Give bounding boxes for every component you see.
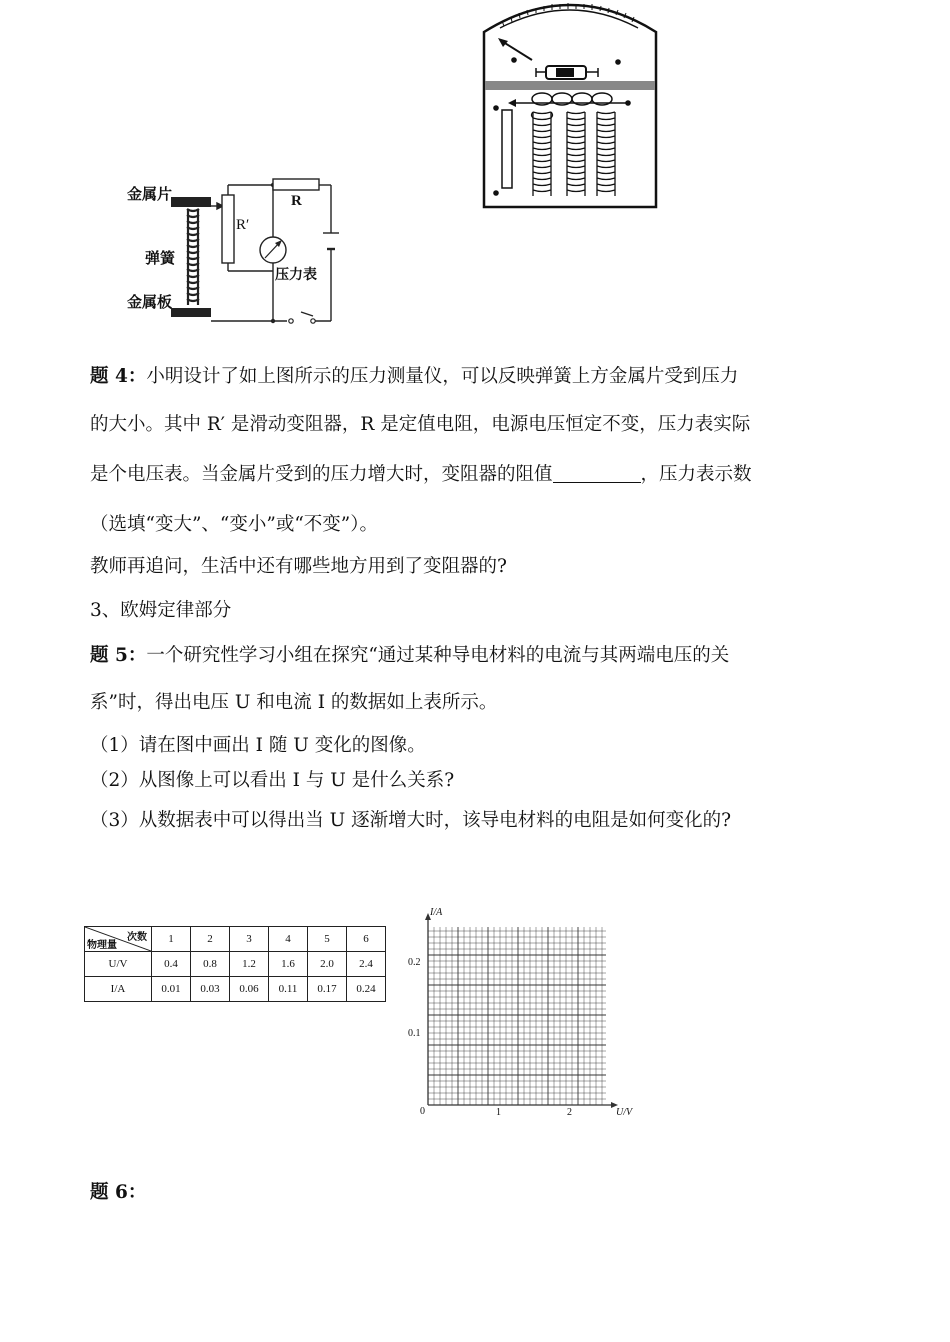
y-tick-label: 0.2 <box>408 957 421 968</box>
table-row <box>85 952 386 977</box>
grid-lines <box>400 905 645 1120</box>
table-col-header: 2 <box>191 927 230 952</box>
label-rheostat: R′ <box>236 217 250 233</box>
origin-label: 0 <box>420 1106 425 1117</box>
table-row-label: I/A <box>85 977 152 1002</box>
q5-text-1: 一个研究性学习小组在探究“通过某种导电材料的电流与其两端电压的关 <box>146 645 730 666</box>
q5-line-2: 系”时，得出电压 U 和电流 I 的数据如上表所示。 <box>90 692 498 713</box>
answer-blank[interactable] <box>553 464 641 483</box>
q4-line-4: （选填“变大”、“变小”或“不变”）。 <box>90 514 378 535</box>
y-tick-label: 0.1 <box>408 1028 421 1039</box>
instrument-figure <box>478 0 664 212</box>
table-col-header: 4 <box>269 927 308 952</box>
q5-sub-2: （2）从图像上可以看出 I 与 U 是什么关系? <box>90 770 455 791</box>
q4-text-3a: 是个电压表。当金属片受到的压力增大时，变阻器的阻值 <box>90 464 553 485</box>
q5-prefix: 题 5 <box>90 645 128 666</box>
header-trial: 次数 <box>127 932 147 943</box>
table-cell: 0.06 <box>230 977 269 1002</box>
table-cell: 1.6 <box>269 952 308 977</box>
q4-text-1: 小明设计了如上图所示的压力测量仪，可以反映弹簧上方金属片受到压力 <box>146 366 739 387</box>
x-axis-label: U/V <box>616 1107 633 1118</box>
q5-line-1 <box>90 643 880 669</box>
q4-prefix: 题 4 <box>90 366 128 387</box>
y-axis-label: I/A <box>430 907 443 918</box>
label-resistor: R <box>291 193 302 209</box>
q5-colon: ： <box>127 645 147 666</box>
table-col-header: 3 <box>230 927 269 952</box>
x-tick-label: 2 <box>567 1107 572 1118</box>
label-pressure-gauge: 压力表 <box>275 267 317 283</box>
q4-line-1 <box>90 364 880 390</box>
label-metal-plate: 金属板 <box>127 293 173 311</box>
table-corner-cell <box>85 927 152 952</box>
table-col-header: 1 <box>152 927 191 952</box>
q5-sub-3: （3）从数据表中可以得出当 U 逐渐增大时，该导电材料的电阻是如何变化的? <box>90 810 732 831</box>
label-spring: 弹簧 <box>145 249 176 267</box>
table-cell: 0.4 <box>152 952 191 977</box>
table-cell: 0.17 <box>308 977 347 1002</box>
q6-colon: ： <box>127 1182 147 1203</box>
table-cell: 0.01 <box>152 977 191 1002</box>
label-metal-sheet: 金属片 <box>127 185 173 203</box>
table-cell: 0.8 <box>191 952 230 977</box>
q4-text-3b: ，压力表示数 <box>640 464 752 485</box>
q4-line-3 <box>90 462 880 488</box>
table-row <box>85 977 386 1002</box>
table-cell: 1.2 <box>230 952 269 977</box>
table-row-label: U/V <box>85 952 152 977</box>
q6-line <box>90 1180 880 1206</box>
table-cell: 0.24 <box>347 977 386 1002</box>
q6-prefix: 题 6 <box>90 1182 128 1203</box>
table-header-row <box>85 927 386 952</box>
x-tick-label: 1 <box>496 1107 501 1118</box>
circuit-figure <box>125 175 360 335</box>
graph-paper <box>400 905 645 1120</box>
table-col-header: 5 <box>308 927 347 952</box>
q5-sub-1: （1）请在图中画出 I 随 U 变化的图像。 <box>90 735 426 756</box>
q4-colon: ： <box>127 366 147 387</box>
table-col-header: 6 <box>347 927 386 952</box>
q4-line-2: 的大小。其中 R′ 是滑动变阻器，R 是定值电阻，电源电压恒定不变，压力表实际 <box>90 414 751 435</box>
table-cell: 0.11 <box>269 977 308 1002</box>
table-cell: 2.4 <box>347 952 386 977</box>
header-quantity: 物理量 <box>87 940 117 951</box>
data-table <box>84 926 386 1002</box>
teacher-followup: 教师再追问，生活中还有哪些地方用到了变阻器的? <box>90 556 507 577</box>
table-cell: 0.03 <box>191 977 230 1002</box>
section-heading: 3、欧姆定律部分 <box>90 600 232 621</box>
table-cell: 2.0 <box>308 952 347 977</box>
